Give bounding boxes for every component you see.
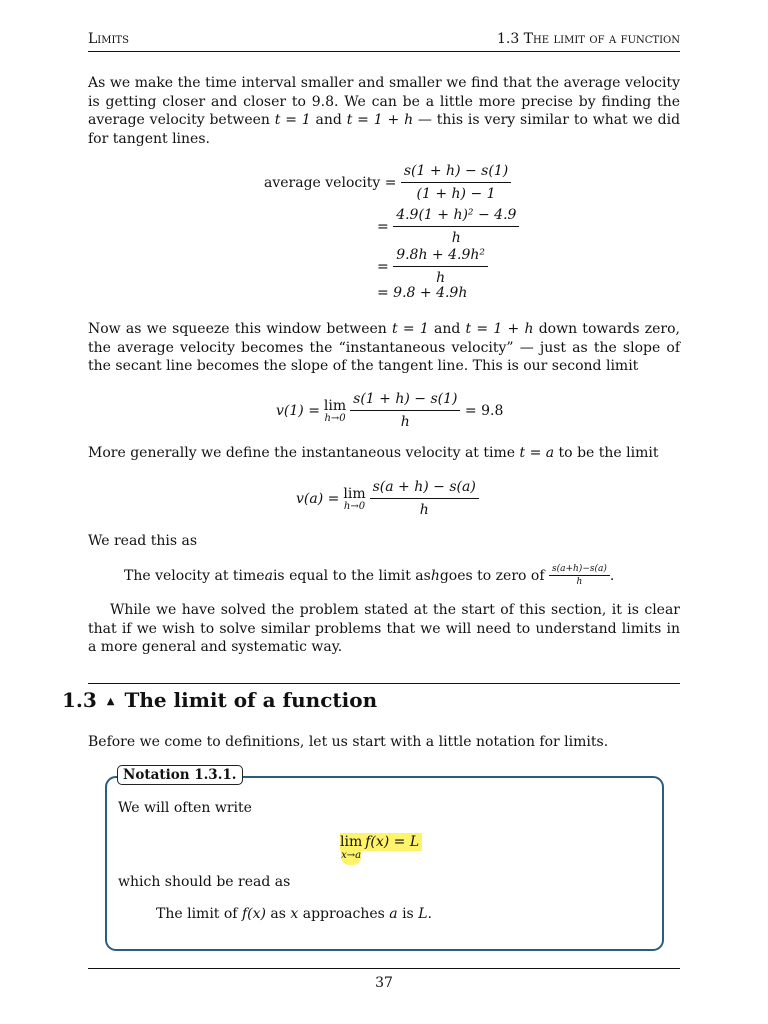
eq1-eq2: = (377, 218, 389, 235)
para2-t2: t = 1 + h (465, 321, 534, 337)
eq1-eq3: = (377, 258, 389, 275)
paragraph-notation-intro: Before we come to definitions, let us start with a little notation for limits. (88, 734, 609, 750)
eq2-den: h (400, 414, 410, 430)
quote-velocity-reading (124, 564, 614, 587)
eq3-lim-sub: h→0 (343, 500, 366, 512)
eq1-eq1: = (384, 174, 397, 191)
para2-text2: down towards zero, the average velocity becomes the “instantaneous velocity” — just as the slope of the secant line becomes the slope of the tangent line. This is our second limit (88, 321, 680, 374)
quote1-den: h (576, 577, 583, 587)
notation-q1: The limit of (156, 906, 242, 922)
eq2-frac (350, 390, 460, 431)
quote1-frac (549, 564, 610, 587)
paragraph-systematic (88, 601, 680, 657)
para5-text: While we have solved the problem stated at the start of this section, it is clear that if we wish to solve similar problems that we will need to understand limits in a more general and systematic way. (88, 602, 680, 655)
equation-va-limit (296, 478, 479, 519)
eq1-frac3-num: 9.8h + 4.9h² (393, 246, 488, 267)
quote1-end: . (609, 567, 615, 584)
notation-expression: f(x) = L (362, 833, 422, 851)
para3-t: t = a (519, 445, 555, 461)
eq1-frac3 (393, 246, 488, 287)
equation-avg-line3 (377, 246, 488, 287)
para2-text1: Now as we squeeze this window between (88, 321, 393, 337)
eq1-frac2-den: h (451, 230, 461, 246)
para1-text1: As we make the time interval smaller and smaller we find that the average velocity is getting closer and closer to 9.8. We can be a little more precise by finding the average velocity between (88, 75, 680, 128)
para1-and: and (310, 112, 347, 128)
para3-text2: to be the limit (554, 445, 659, 461)
notation-lim-sub: x→a (341, 851, 361, 865)
notation-label (117, 765, 243, 785)
para1-t1: t = 1 (274, 112, 311, 128)
header-rule (88, 51, 680, 52)
equation-avg-line1 (264, 162, 511, 203)
para2-t1: t = 1 (392, 321, 429, 337)
section-heading (62, 688, 377, 712)
quote1-h: h (430, 567, 440, 584)
notation-a: a (389, 906, 398, 922)
eq1-frac1-den: (1 + h) − 1 (416, 186, 496, 202)
notation-q3: approaches (298, 906, 390, 922)
eq2-num: s(1 + h) − s(1) (350, 390, 460, 411)
eq1-lhs: average velocity (264, 174, 381, 191)
section-number: 1.3 (62, 688, 97, 712)
quote1-text1: The velocity at time (124, 567, 265, 584)
triangle-marker-icon: ▲ (106, 696, 115, 707)
section-title: The limit of a function (124, 688, 378, 712)
notation-lim-text: lim (340, 834, 363, 850)
para1-text2: — this is very similar to what we did for tangent lines. (88, 112, 681, 147)
notation-q5: . (427, 906, 432, 922)
eq1-frac2 (393, 206, 519, 247)
eq2-lim-text: lim (323, 397, 347, 414)
eq1-frac1-num: s(1 + h) − s(1) (401, 162, 511, 183)
eq3-num: s(a + h) − s(a) (370, 478, 479, 499)
equation-v1-limit (276, 390, 503, 431)
eq1-frac3-den: h (436, 270, 446, 286)
eq1-frac1 (401, 162, 511, 203)
eq3-lim (343, 486, 365, 512)
notation-x: x (290, 906, 299, 922)
quote1-text2: is equal to the limit as (272, 567, 431, 584)
para1-t2: t = 1 + h (346, 112, 414, 128)
eq2-lhs: v(1) = (276, 402, 320, 419)
notation-label-text: Notation 1.3.1. (123, 767, 237, 783)
eq3-lhs: v(a) = (296, 490, 340, 507)
notation-q2: as (265, 906, 291, 922)
eq1-frac2-num: 4.9(1 + h)² − 4.9 (393, 206, 519, 227)
eq2-lim (324, 398, 346, 424)
notation-f: f(x) (241, 906, 266, 922)
paragraph-read-as: We read this as (88, 533, 198, 549)
paragraph-average-velocity (88, 74, 680, 148)
quote1-num: s(a+h)−s(a) (549, 564, 610, 576)
running-header-left: Limits (88, 31, 129, 47)
notation-formula (340, 833, 422, 865)
equation-avg-line2 (377, 206, 519, 247)
notation-L: L (418, 906, 428, 922)
notation-reading (156, 906, 432, 922)
eq3-den: h (419, 502, 429, 518)
equation-avg-line4: = 9.8 + 4.9h (377, 285, 468, 301)
paragraph-general-definition (88, 444, 680, 463)
notation-q4: is (397, 906, 419, 922)
eq3-lim-text: lim (343, 485, 366, 502)
section-rule (88, 683, 680, 684)
notation-line1: We will often write (118, 800, 252, 816)
eq3-frac (370, 478, 479, 519)
quote1-a: a (264, 567, 273, 584)
running-header-right: 1.3 The limit of a function (496, 31, 680, 47)
notation-lim (340, 833, 362, 865)
eq2-rhs: = 9.8 (464, 402, 504, 419)
eq2-lim-sub: h→0 (324, 412, 346, 424)
para2-and: and (428, 321, 466, 337)
quote1-text3: goes to zero of (439, 567, 545, 584)
page-number: 37 (375, 975, 393, 991)
notation-line2: which should be read as (118, 874, 291, 890)
footer-rule (88, 968, 680, 969)
paragraph-instantaneous (88, 320, 680, 376)
para3-text1: More generally we define the instantaneous velocity at time (88, 445, 520, 461)
